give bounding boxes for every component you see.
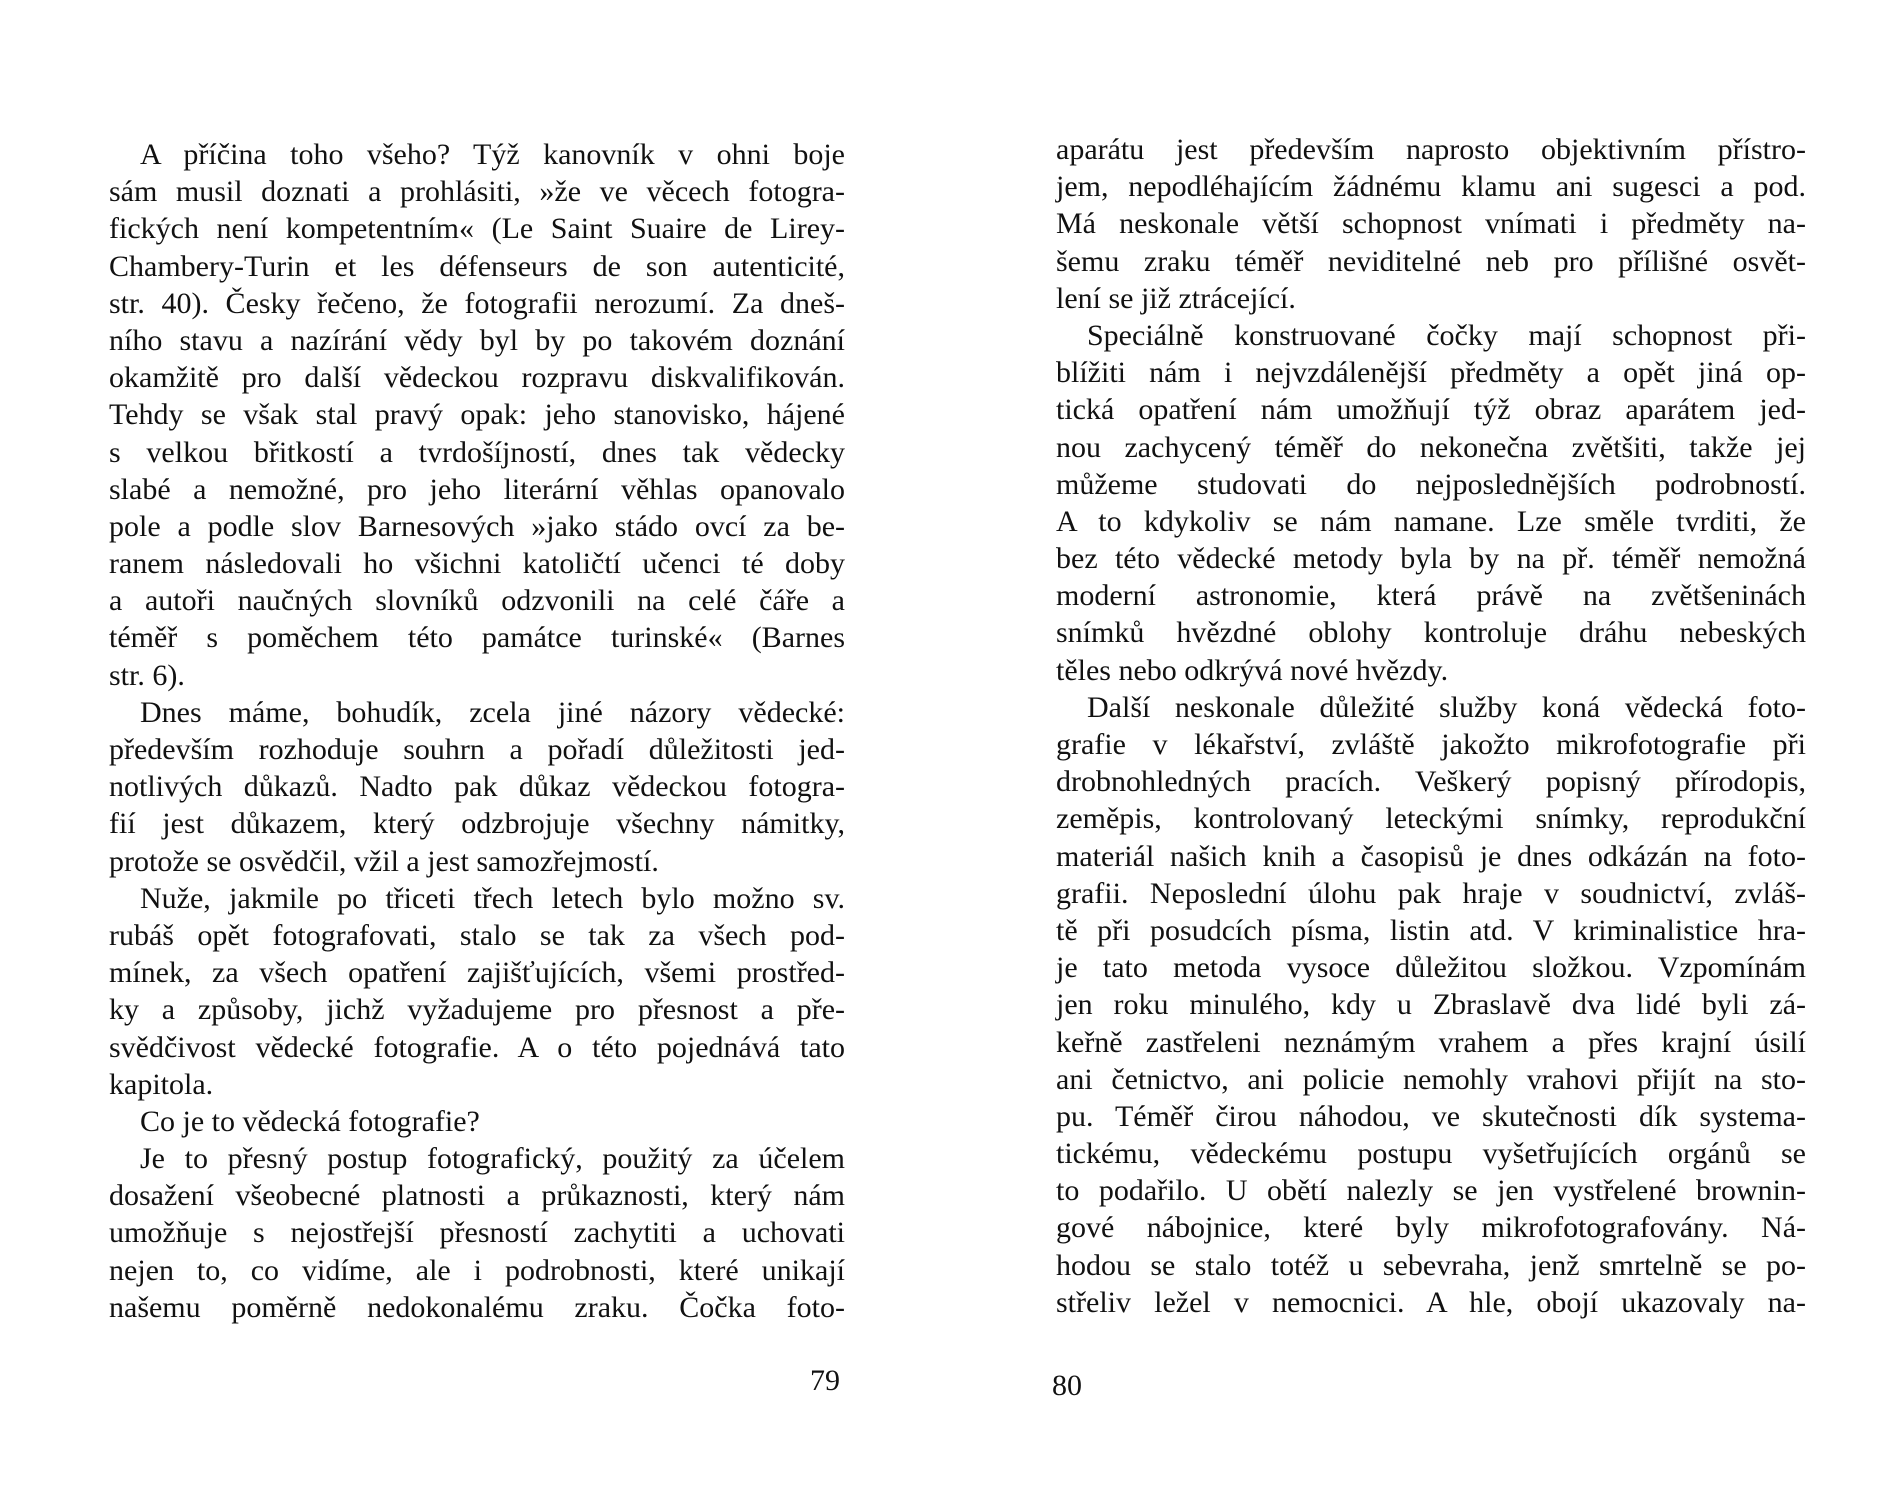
text-line: fických není kompetentním« (Le Saint Suaire de Lirey- bbox=[109, 212, 845, 246]
text-line: fií jest důkazem, který odzbrojuje všechny námitky, bbox=[109, 807, 845, 841]
text-line: tickému, vědeckému postupu vyšetřujících orgánů se bbox=[1056, 1137, 1806, 1171]
text-line: hodou se stalo totéž u sebevraha, jenž smrtelně se po- bbox=[1056, 1248, 1806, 1282]
text-line: našemu poměrně nedokonalému zraku. Čočka foto- bbox=[109, 1290, 845, 1324]
text-line: a autoři naučných slovníků odzvonili na celé čáře a bbox=[109, 584, 845, 618]
text-line: kapitola. bbox=[109, 1067, 214, 1101]
page-number-80: 80 bbox=[1052, 1369, 1082, 1402]
text-line: zeměpis, kontrolovaný leteckými snímky, reprodukční bbox=[1056, 802, 1806, 836]
paragraph bbox=[109, 880, 845, 1103]
text-line: grafii. Neposlední úlohu pak hraje v soudnictví, zvláš- bbox=[1056, 876, 1806, 910]
text-line: okamžitě pro další vědeckou rozpravu diskvalifikován. bbox=[109, 361, 845, 395]
text-line: A příčina toho všeho? Týž kanovník v ohni boje bbox=[140, 138, 845, 171]
paragraph bbox=[109, 136, 845, 694]
paragraph bbox=[1056, 317, 1806, 689]
text-line: Tehdy se však stal pravý opak: jeho stanovisko, hájené bbox=[109, 398, 845, 432]
text-line: tická opatření nám umožňují týž obraz aparátem jed- bbox=[1056, 393, 1806, 427]
text-line: především rozhoduje souhrn a pořadí důležitosti jed- bbox=[109, 733, 845, 766]
text-line: gové nábojnice, které byly mikrofotografovány. Ná- bbox=[1056, 1211, 1806, 1245]
paragraph bbox=[1056, 131, 1806, 317]
text-line: jem, nepodléhajícím žádnému klamu ani sugesci a pod. bbox=[1056, 170, 1806, 204]
text-line: umožňuje s nejostřejší přesností zachytiti a uchovati bbox=[109, 1216, 845, 1250]
text-line: šemu zraku téměř neviditelné neb pro přílišné osvět- bbox=[1056, 244, 1806, 278]
text-line: drobnohledných pracích. Veškerý popisný přírodopis, bbox=[1056, 765, 1806, 799]
text-line: téměř s poměchem této památce turinské« (Barnes bbox=[109, 621, 845, 655]
text-line: aparátu jest především naprosto objektivním přístro- bbox=[1056, 133, 1806, 166]
paragraph bbox=[109, 1140, 845, 1326]
text-line: bez této vědecké metody byla by na př. téměř nemožná bbox=[1056, 542, 1806, 576]
text-line: notlivých důkazů. Nadto pak důkaz vědeckou fotogra- bbox=[109, 770, 845, 804]
text-line: ního stavu a nazírání vědy byl by po takovém doznání bbox=[109, 323, 845, 357]
text-line: tě při posudcích písma, listin atd. V kriminalistice hra- bbox=[1056, 913, 1806, 947]
paragraph bbox=[109, 1103, 845, 1140]
text-line: s velkou břitkostí a tvrdošíjností, dnes tak vědecky bbox=[109, 435, 845, 469]
text-line: Má neskonale větší schopnost vnímati i předměty na- bbox=[1056, 207, 1806, 241]
text-line: snímků hvězdné oblohy kontroluje dráhu nebeských bbox=[1056, 616, 1806, 650]
text-line: moderní astronomie, která právě na zvětšeninách bbox=[1056, 579, 1806, 613]
text-line: těles nebo odkrývá nové hvězdy. bbox=[1056, 653, 1449, 687]
text-line: Co je to vědecká fotografie? bbox=[140, 1104, 480, 1138]
text-line: ani četnictvo, ani policie nemohly vrahovi přijít na sto- bbox=[1056, 1062, 1806, 1096]
text-line: keřně zastřeleni neznámým vrahem a přes krajní úsilí bbox=[1056, 1025, 1806, 1059]
text-line: dosažení všeobecné platnosti a průkaznosti, který nám bbox=[109, 1179, 845, 1213]
text-line: sám musil doznati a prohlásiti, »že ve věcech fotogra- bbox=[109, 175, 845, 209]
text-line: ky a způsoby, jichž vyžadujeme pro přesnost a pře- bbox=[109, 993, 845, 1027]
page-79-text bbox=[109, 136, 845, 1326]
text-line: Další neskonale důležité služby koná vědecká foto- bbox=[1087, 690, 1806, 724]
page-number-79: 79 bbox=[810, 1364, 840, 1397]
text-line: je tato metoda vysoce důležitou složkou. Vzpomínám bbox=[1056, 951, 1806, 985]
text-line: grafie v lékařství, zvláště jakožto mikrofotografie při bbox=[1056, 728, 1806, 761]
text-line: nejen to, co vidíme, ale i podrobnosti, které unikají bbox=[109, 1253, 845, 1287]
text-line: lení se již ztrácející. bbox=[1056, 281, 1296, 315]
text-line: A to kdykoliv se nám namane. Lze směle tvrditi, že bbox=[1056, 504, 1806, 538]
text-line: Speciálně konstruované čočky mají schopnost při- bbox=[1087, 318, 1806, 352]
paragraph bbox=[109, 694, 845, 880]
text-line: blížiti nám i nejvzdálenější předměty a opět jiná op- bbox=[1056, 356, 1806, 390]
text-line: pu. Téměř čirou náhodou, ve skutečnosti dík systema- bbox=[1056, 1099, 1806, 1133]
text-line: slabé a nemožné, pro jeho literární věhlas opanovalo bbox=[109, 472, 845, 506]
text-line: str. 40). Česky řečeno, že fotografii nerozumí. Za dneš- bbox=[109, 286, 845, 320]
text-line: pole a podle slov Barnesových »jako stádo ovcí za be- bbox=[109, 509, 845, 543]
text-line: svědčivost vědecké fotografie. A o této pojednává tato bbox=[109, 1030, 845, 1064]
text-line: jen roku minulého, kdy u Zbraslavě dva lidé byli zá- bbox=[1056, 988, 1806, 1022]
text-line: protože se osvědčil, vžil a jest samozřejmostí. bbox=[109, 844, 659, 878]
text-line: můžeme studovati do nejposlednějších podrobností. bbox=[1056, 467, 1806, 501]
page-80-text bbox=[1056, 131, 1806, 1321]
text-line: materiál našich knih a časopisů je dnes odkázán na foto- bbox=[1056, 839, 1806, 873]
paragraph bbox=[1056, 689, 1806, 1321]
text-line: Je to přesný postup fotografický, použitý za účelem bbox=[140, 1142, 845, 1176]
text-line: str. 6). bbox=[109, 658, 185, 692]
text-line: Nuže, jakmile po třiceti třech letech bylo možno sv. bbox=[140, 881, 845, 915]
text-line: to podařilo. U obětí nalezly se jen vystřelené brownin- bbox=[1056, 1174, 1806, 1208]
text-line: Chambery-Turin et les défenseurs de son autenticité, bbox=[109, 249, 845, 283]
text-line: nou zachycený téměř do nekonečna zvětšiti, takže jej bbox=[1056, 430, 1806, 464]
text-line: střeliv ležel v nemocnici. A hle, obojí ukazovaly na- bbox=[1056, 1285, 1806, 1319]
text-line: Dnes máme, bohudík, zcela jiné názory vědecké: bbox=[140, 695, 845, 729]
text-line: ranem následovali ho všichni katoličtí učenci té doby bbox=[109, 547, 845, 581]
text-line: rubáš opět fotografovati, stalo se tak za všech pod- bbox=[109, 918, 845, 952]
text-line: mínek, za všech opatření zajišťujících, všemi prostřed- bbox=[109, 956, 845, 990]
